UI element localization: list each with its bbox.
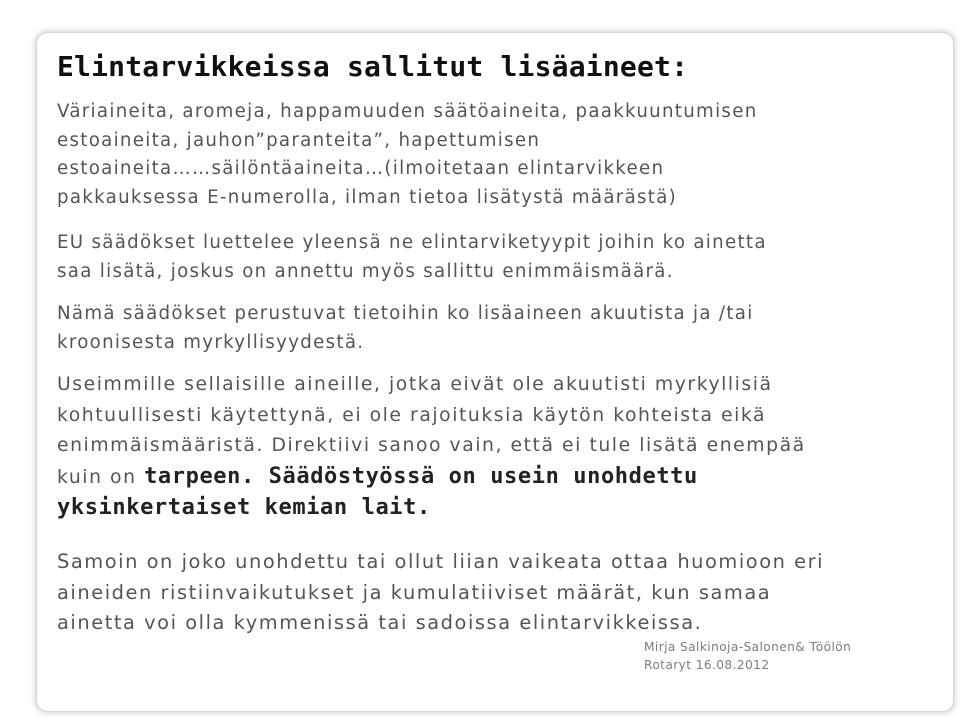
text-line: Väriaineita, aromeja, happamuuden säätöaineita, paakkuuntumisen: [57, 101, 758, 122]
text-line-prefix: kuin on: [57, 466, 145, 488]
text-line: enimmäismääristä. Direktiivi sanoo vain, että ei tule lisätä enempää: [57, 435, 806, 456]
text-line: Samoin on joko unohdettu tai ollut liian vaikeata ottaa huomioon eri: [57, 550, 825, 573]
paragraph-cumulative-effects: [57, 547, 824, 639]
text-line: saa lisätä, joskus on annettu myös sallittu enimmäismäärä.: [57, 260, 674, 282]
text-line: Nämä säädökset perustuvat tietoihin ko lisäaineen akuutista ja /tai: [57, 303, 754, 324]
slide-footer: [644, 638, 851, 674]
paragraph-eu-regulations: [57, 229, 767, 286]
footer-event-date: Rotaryt 16.08.2012: [644, 658, 770, 672]
paragraph-toxicity-basis: [57, 300, 754, 357]
text-line: [57, 462, 806, 494]
footer-author: Mirja Salkinoja-Salonen& Töölön: [644, 640, 852, 654]
text-line: EU säädökset luettelee yleensä ne elintarviketyypit joihin ko ainetta: [57, 232, 767, 253]
text-line: Useimmille sellaisille aineille, jotka eivät ole akuutisti myrkyllisiä: [57, 374, 773, 395]
text-line: kroonisesta myrkyllisyydestä.: [57, 331, 365, 353]
slide-title: Elintarvikkeissa sallitut lisäaineet:: [57, 50, 689, 83]
text-line: pakkauksessa E-numerolla, ilman tietoa lisätystä määrästä): [57, 186, 678, 208]
text-line: ainetta voi olla kymmenissä tai sadoissa elintarvikkeissa.: [57, 611, 703, 635]
text-line: estoaineita, jauhon”paranteita”, hapettumisen: [57, 129, 541, 151]
emphasis-text: tarpeen. Säädöstyössä on usein unohdettu: [144, 463, 698, 489]
paragraph-additive-types: [57, 98, 758, 212]
emphasis-text: yksinkertaiset kemian lait.: [57, 495, 431, 520]
text-line: estoaineita……säilöntäaineita…(ilmoitetaan elintarvikkeen: [57, 158, 665, 179]
text-line: aineiden ristiinvaikutukset ja kumulatiiviset määrät, kun samaa: [57, 580, 772, 604]
text-line: kohtuullisesti käytettynä, ei ole rajoituksia käytön kohteista eikä: [57, 404, 767, 426]
paragraph-no-restrictions: [57, 370, 806, 524]
